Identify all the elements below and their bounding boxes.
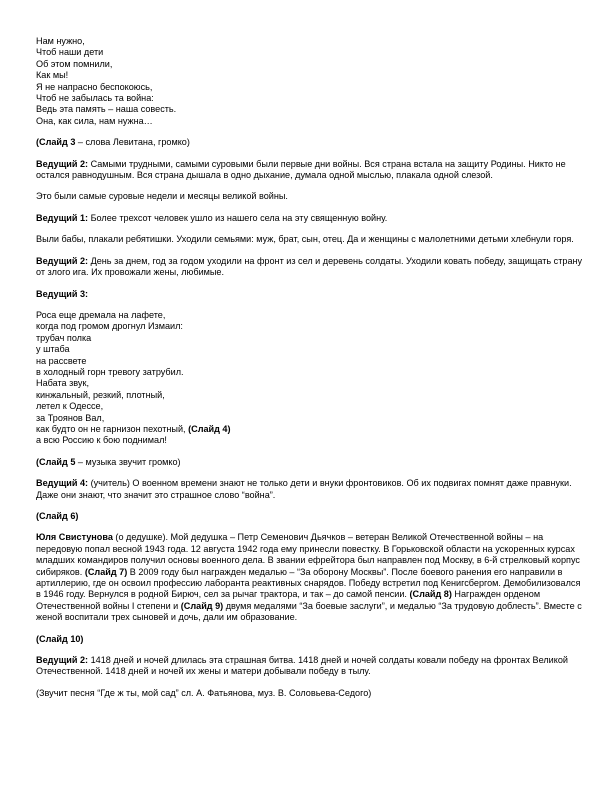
poem-line: летел к Одессе, xyxy=(36,401,104,412)
paragraph-text: День за днем, год за годом уходили на фронт из сел и деревень солдаты. Уходили ковать победу, защищать страну от злого ига. Их провожали жены, любимые. xyxy=(36,255,583,278)
document-page xyxy=(36,36,584,699)
poem-izmail xyxy=(36,310,584,447)
poem-line: за Троянов Вал, xyxy=(36,412,105,423)
poem-line: Об этом помнили, xyxy=(36,58,113,69)
poem-line: Как мы! xyxy=(36,70,69,81)
yulia-paragraph xyxy=(36,532,584,623)
host-2-paragraph-3 xyxy=(36,655,584,678)
poem-line: Ведь эта память – наша совесть. xyxy=(36,104,177,115)
song-note: (Звучит песня “Где ж ты, мой сад” сл. А. Фатьянова, муз. В. Соловьева-Седого) xyxy=(36,687,372,698)
slide-10-label: (Слайд 10) xyxy=(36,633,84,644)
speaker-label: Ведущий 4: xyxy=(36,478,89,489)
women-paragraph: Выли бабы, плакали ребятишки. Уходили семьями: муж, брат, сын, отец. Да и женщины с малолетними детьми хлебнули горя. xyxy=(36,234,574,245)
paragraph-text: Более трехсот человек ушло из нашего села на эту священную войну. xyxy=(88,212,388,223)
poem-line: у штаба xyxy=(36,344,70,355)
poem-line: Набата звук, xyxy=(36,378,89,389)
slide-3-text: – слова Левитана, громко) xyxy=(75,137,190,148)
paragraph-text: (учитель) О военном времени знают не только дети и внуки фронтовиков. Об их подвигах помнят даже правнуки. Даже они знают, что значит это страшное слово “война”. xyxy=(36,478,572,500)
poem-line: Чтоб наши дети xyxy=(36,47,104,58)
weeks-paragraph: Это были самые суровые недели и месяцы великой войны. xyxy=(36,191,288,202)
paragraph-text: В 2009 году был награжден медалью – “За оборону Москвы”. После боевого ранения его направили в артиллерию, где он освоил профессию лаборанта реактивных снарядов. Победу встретил под Кенигсбергом. Демобилизовался в 1946 году. Вернулся в родной Бирюч, сел за рычаг трактора, и так – до самой пенсии. xyxy=(36,566,581,600)
slide-4-label: (Слайд 4) xyxy=(188,423,231,434)
slide-3-note xyxy=(36,137,584,148)
slide-8-label: (Слайд 8) xyxy=(409,589,452,600)
paragraph-text: двумя медалями “За боевые заслуги”, и медалью “За трудовую доблесть”. Вместе с женой воспитали трех сыновей и дочь, дали им образование. xyxy=(36,600,582,623)
poem-line: Я не напрасно беспокоюсь, xyxy=(36,81,153,92)
poem-opening xyxy=(36,36,584,127)
slide-5-note xyxy=(36,457,584,468)
host-4-paragraph xyxy=(36,478,584,501)
paragraph-text: Награжден орденом Отечественной войны I степени и xyxy=(36,589,541,611)
poem-line: Чтоб не забылась та война: xyxy=(36,93,154,104)
slide-9-label: (Слайд 9) xyxy=(180,600,224,611)
poem-line: Нам нужно, xyxy=(36,36,85,46)
poem-line-text: как будто он не гарнизон пехотный, xyxy=(36,423,189,434)
speaker-label: Ведущий 1: xyxy=(36,212,89,223)
host-2-paragraph-1 xyxy=(36,159,584,182)
host-1-paragraph xyxy=(36,213,584,224)
poem-line: Она, как сила, нам нужна… xyxy=(36,115,153,126)
paragraph-text: Самыми трудными, самыми суровыми были первые дни войны. Вся страна встала на защиту Родины. Никто не остался равнодушным. Вся страна дышала в одно дыхание, думала одной мыслью, плакала одной слезой. xyxy=(36,158,566,181)
poem-line: когда под громом дрогнул Измаил: xyxy=(36,321,183,332)
slide-3-label: (Слайд 3 xyxy=(36,137,76,148)
host-2-paragraph-2 xyxy=(36,256,584,279)
poem-line: а всю Россию к бою поднимал! xyxy=(36,435,167,446)
poem-line: в холодный горн тревогу затрубил. xyxy=(36,366,184,377)
paragraph-text: 1418 дней и ночей длилась эта страшная битва. 1418 дней и ночей солдаты ковали победу на фронтах Великой Отечественной. 1418 дней и ночей их жены и матери добывали победу в тылу. xyxy=(36,655,568,677)
slide-6-label: (Слайд 6) xyxy=(36,511,79,521)
poem-line: кинжальный, резкий, плотный, xyxy=(36,389,165,400)
speaker-label: Ведущий 2: xyxy=(36,255,89,266)
speaker-label: Ведущий 2: xyxy=(36,158,89,169)
paragraph-text: (о дедушке). Мой дедушка – Петр Семенович Дьячков – ветеран Великой Отечественной войны – на передовую попал весной 1943 года. 12 августа 1942 года ему принесли повестку. В Горьковской области на ускоренных курсах младших командиров получил основы военного дела. В звании ефрейтора был направлен под Москву, в 6-й стрелковый корпус сибиряков. xyxy=(36,532,580,577)
host-3-label: Ведущий 3: xyxy=(36,288,89,299)
slide-5-text: – музыка звучит громко) xyxy=(75,456,181,467)
slide-7-label: (Слайд 7) xyxy=(84,566,128,577)
poem-line: на рассвете xyxy=(36,355,87,366)
speaker-label: Ведущий 2: xyxy=(36,655,89,666)
speaker-name: Юля Свистунова xyxy=(36,532,113,543)
slide-5-label: (Слайд 5 xyxy=(36,456,76,467)
poem-line: Роса еще дремала на лафете, xyxy=(36,309,166,320)
poem-line: трубач полка xyxy=(36,332,92,343)
poem-line xyxy=(36,424,584,435)
